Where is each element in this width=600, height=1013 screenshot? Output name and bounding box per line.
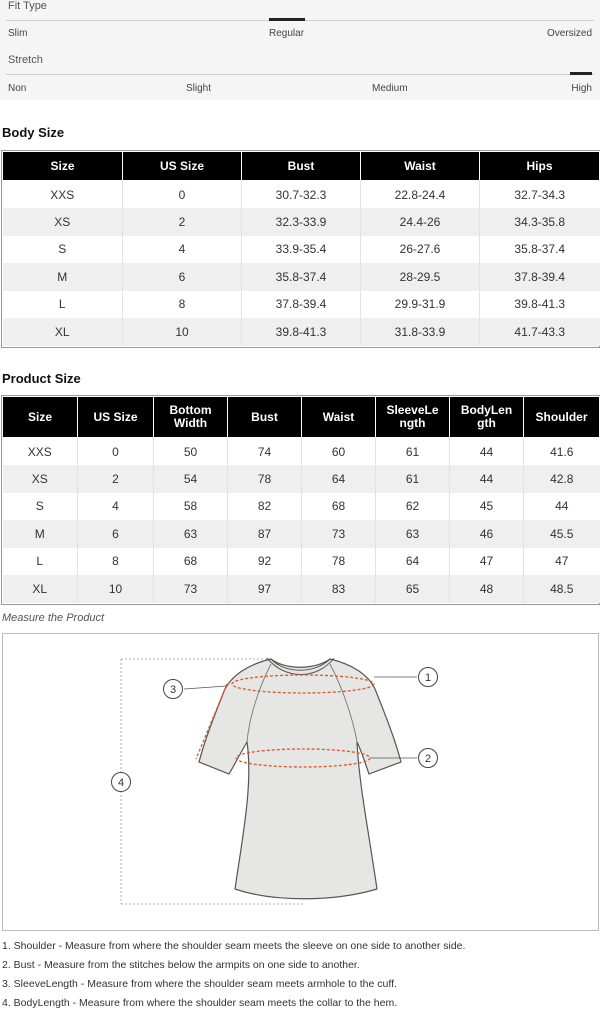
table-cell: 45.5 — [524, 520, 600, 548]
table-cell: 73 — [154, 575, 228, 603]
table-row — [3, 236, 600, 264]
table-cell: L — [3, 548, 78, 576]
note-shoulder: 1. Shoulder - Measure from where the shoulder seam meets the sleeve on one side to another side. — [2, 940, 466, 952]
table-cell: XXS — [3, 438, 78, 466]
column-header: Size — [3, 152, 123, 181]
column-header: Bottom Width — [154, 397, 228, 438]
table-row — [3, 520, 600, 548]
table-cell: 74 — [228, 438, 302, 466]
fit-option-regular: Regular — [269, 28, 305, 39]
table-cell: 46 — [450, 520, 524, 548]
fit-option-oversized: Oversized — [546, 28, 592, 39]
table-cell: 2 — [123, 208, 242, 236]
column-header: US Size — [78, 397, 154, 438]
table-cell: 82 — [228, 493, 302, 521]
body-size-title: Body Size — [2, 125, 65, 140]
stretch-label: Stretch — [8, 54, 43, 66]
column-header: Hips — [480, 152, 600, 181]
table-cell: 78 — [302, 548, 376, 576]
product-size-table — [2, 396, 600, 603]
stretch-option-non: Non — [8, 83, 27, 94]
table-cell: 6 — [78, 520, 154, 548]
table-cell: M — [3, 520, 78, 548]
table-cell: 44 — [450, 465, 524, 493]
table-cell: 61 — [376, 465, 450, 493]
measure-caption: Measure the Product — [2, 612, 105, 624]
note-sleeve-length: 3. SleeveLength - Measure from where the shoulder seam meets armhole to the cuff. — [2, 978, 397, 990]
table-cell: 92 — [228, 548, 302, 576]
svg-text:2: 2 — [424, 753, 432, 765]
column-header: Size — [3, 397, 78, 438]
svg-text:3: 3 — [169, 684, 177, 696]
table-cell: 6 — [123, 263, 242, 291]
table-cell: 26-27.6 — [361, 236, 480, 264]
table-cell: 83 — [302, 575, 376, 603]
stretch-track — [6, 74, 594, 75]
table-row — [3, 575, 600, 603]
table-cell: 64 — [302, 465, 376, 493]
callout-2 — [419, 749, 438, 768]
table-cell: 41.7-43.3 — [480, 318, 600, 346]
table-cell: 87 — [228, 520, 302, 548]
table-cell: 68 — [302, 493, 376, 521]
stretch-option-medium: Medium — [372, 83, 408, 94]
column-header: Shoulder — [524, 397, 600, 438]
table-cell: 32.3-33.9 — [242, 208, 361, 236]
table-row — [3, 548, 600, 576]
column-header: BodyLen gth — [450, 397, 524, 438]
table-cell: S — [3, 493, 78, 521]
table-cell: 54 — [154, 465, 228, 493]
table-cell: 39.8-41.3 — [480, 291, 600, 319]
column-header: Waist — [361, 152, 480, 181]
table-cell: L — [3, 291, 123, 319]
table-cell: XS — [3, 465, 78, 493]
table-cell: 61 — [376, 438, 450, 466]
table-cell: 28-29.5 — [361, 263, 480, 291]
table-cell: 68 — [154, 548, 228, 576]
table-cell: 60 — [302, 438, 376, 466]
table-row — [3, 438, 600, 466]
measure-diagram — [2, 633, 599, 931]
table-cell: 58 — [154, 493, 228, 521]
table-cell: 24.4-26 — [361, 208, 480, 236]
table-cell: 78 — [228, 465, 302, 493]
table-cell: XL — [3, 318, 123, 346]
svg-text:4: 4 — [117, 777, 125, 789]
column-header: Bust — [228, 397, 302, 438]
body-size-table — [2, 151, 600, 346]
stretch-option-high: High — [571, 83, 592, 94]
measurement-notes — [2, 937, 465, 1013]
fit-type-marker — [269, 18, 305, 21]
column-header: Waist — [302, 397, 376, 438]
svg-text:1: 1 — [424, 672, 432, 684]
table-row — [3, 263, 600, 291]
table-cell: 8 — [78, 548, 154, 576]
table-cell: 63 — [376, 520, 450, 548]
table-row — [3, 181, 600, 209]
table-cell: 30.7-32.3 — [242, 181, 361, 209]
table-cell: 44 — [524, 493, 600, 521]
table-cell: 45 — [450, 493, 524, 521]
table-cell: 0 — [123, 181, 242, 209]
table-cell: 35.8-37.4 — [242, 263, 361, 291]
table-cell: 48 — [450, 575, 524, 603]
table-header-row — [3, 397, 600, 438]
table-cell: 0 — [78, 438, 154, 466]
table-cell: 10 — [123, 318, 242, 346]
table-cell: 47 — [450, 548, 524, 576]
table-cell: 37.8-39.4 — [242, 291, 361, 319]
table-cell: 8 — [123, 291, 242, 319]
table-cell: 35.8-37.4 — [480, 236, 600, 264]
table-cell: 63 — [154, 520, 228, 548]
table-cell: M — [3, 263, 123, 291]
fit-stretch-panel — [0, 0, 600, 100]
callout-1 — [419, 668, 438, 687]
note-bust: 2. Bust - Measure from the stitches below the armpits on one side to another. — [2, 959, 360, 971]
table-cell: 42.8 — [524, 465, 600, 493]
table-row — [3, 318, 600, 346]
table-header-row — [3, 152, 600, 181]
table-cell: 4 — [123, 236, 242, 264]
table-cell: 47 — [524, 548, 600, 576]
note-body-length: 4. BodyLength - Measure from where the shoulder seam meets the collar to the hem. — [2, 997, 398, 1009]
table-cell: S — [3, 236, 123, 264]
table-cell: 44 — [450, 438, 524, 466]
fit-type-label: Fit Type — [8, 0, 47, 12]
table-cell: 32.7-34.3 — [480, 181, 600, 209]
tshirt-illustration — [199, 658, 401, 899]
callout-3 — [164, 680, 183, 699]
table-cell: 97 — [228, 575, 302, 603]
table-cell: XXS — [3, 181, 123, 209]
stretch-marker — [570, 72, 592, 75]
callout-4 — [112, 773, 131, 792]
table-row — [3, 493, 600, 521]
table-cell: 33.9-35.4 — [242, 236, 361, 264]
table-cell: 62 — [376, 493, 450, 521]
table-cell: 10 — [78, 575, 154, 603]
tshirt-diagram — [3, 634, 598, 930]
table-cell: 22.8-24.4 — [361, 181, 480, 209]
column-header: US Size — [123, 152, 242, 181]
table-cell: XS — [3, 208, 123, 236]
table-cell: 2 — [78, 465, 154, 493]
table-cell: 73 — [302, 520, 376, 548]
fit-option-slim: Slim — [8, 28, 28, 39]
table-cell: 41.6 — [524, 438, 600, 466]
table-cell: 50 — [154, 438, 228, 466]
table-cell: 39.8-41.3 — [242, 318, 361, 346]
table-cell: 48.5 — [524, 575, 600, 603]
column-header: Bust — [242, 152, 361, 181]
table-row — [3, 465, 600, 493]
table-cell: XL — [3, 575, 78, 603]
column-header: SleeveLe ngth — [376, 397, 450, 438]
table-cell: 34.3-35.8 — [480, 208, 600, 236]
table-row — [3, 291, 600, 319]
table-cell: 31.8-33.9 — [361, 318, 480, 346]
stretch-option-slight: Slight — [186, 83, 212, 94]
table-row — [3, 208, 600, 236]
table-cell: 37.8-39.4 — [480, 263, 600, 291]
table-cell: 29.9-31.9 — [361, 291, 480, 319]
product-size-title: Product Size — [2, 371, 81, 386]
table-cell: 65 — [376, 575, 450, 603]
table-cell: 4 — [78, 493, 154, 521]
table-cell: 64 — [376, 548, 450, 576]
